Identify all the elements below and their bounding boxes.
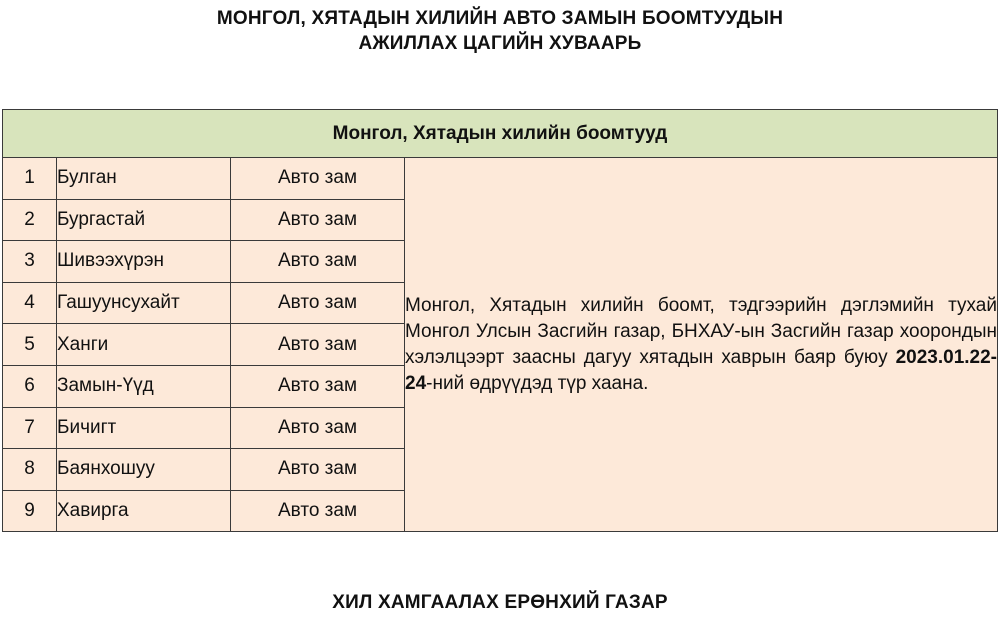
crossing-type: Авто зам <box>231 407 405 449</box>
row-number: 7 <box>3 407 57 449</box>
crossing-type: Авто зам <box>231 449 405 491</box>
crossing-name: Бичигт <box>57 407 231 449</box>
note-text-end: -ний өдрүүдэд түр хаана. <box>426 372 649 394</box>
table-row <box>3 158 998 200</box>
crossing-name: Булган <box>57 158 231 200</box>
crossing-type: Авто зам <box>231 490 405 532</box>
border-crossings-table <box>2 109 998 532</box>
title-line-1: МОНГОЛ, ХЯТАДЫН ХИЛИЙН АВТО ЗАМЫН БООМТУУДЫН <box>216 8 784 29</box>
crossing-name: Баянхошуу <box>57 449 231 491</box>
issuing-agency: ХИЛ ХАМГААЛАХ ЕРӨНХИЙ ГАЗАР <box>332 592 668 613</box>
crossing-type: Авто зам <box>231 324 405 366</box>
table-header: Монгол, Хятадын хилийн боомтууд <box>3 110 998 158</box>
page-title <box>0 6 1000 56</box>
title-line-2: АЖИЛЛАХ ЦАГИЙН ХУВААРЬ <box>358 33 642 54</box>
crossing-type: Авто зам <box>231 365 405 407</box>
row-number: 5 <box>3 324 57 366</box>
crossing-name: Ханги <box>57 324 231 366</box>
row-number: 4 <box>3 282 57 324</box>
row-number: 9 <box>3 490 57 532</box>
crossing-name: Гашуунсухайт <box>57 282 231 324</box>
crossing-name: Шивээхүрэн <box>57 241 231 283</box>
closure-note <box>405 158 998 532</box>
crossing-type: Авто зам <box>231 199 405 241</box>
row-number: 8 <box>3 449 57 491</box>
crossing-name: Бургастай <box>57 199 231 241</box>
row-number: 2 <box>3 199 57 241</box>
crossing-name: Хавирга <box>57 490 231 532</box>
row-number: 6 <box>3 365 57 407</box>
note-dates: 2023.01.22-24 <box>405 346 997 394</box>
crossing-name: Замын-Үүд <box>57 365 231 407</box>
note-text: Монгол, Хятадын хилийн боомт, тэдгээрийн дэглэмийн тухай Монгол Улсын Засгийн газар, БНХАУ-ын Засгийн газар хоорондын хэлэлцээрт заасны дагуу хятадын хаврын баяр буюу <box>405 294 997 368</box>
row-number: 3 <box>3 241 57 283</box>
crossing-type: Авто зам <box>231 241 405 283</box>
crossing-type: Авто зам <box>231 158 405 200</box>
crossing-type: Авто зам <box>231 282 405 324</box>
row-number: 1 <box>3 158 57 200</box>
